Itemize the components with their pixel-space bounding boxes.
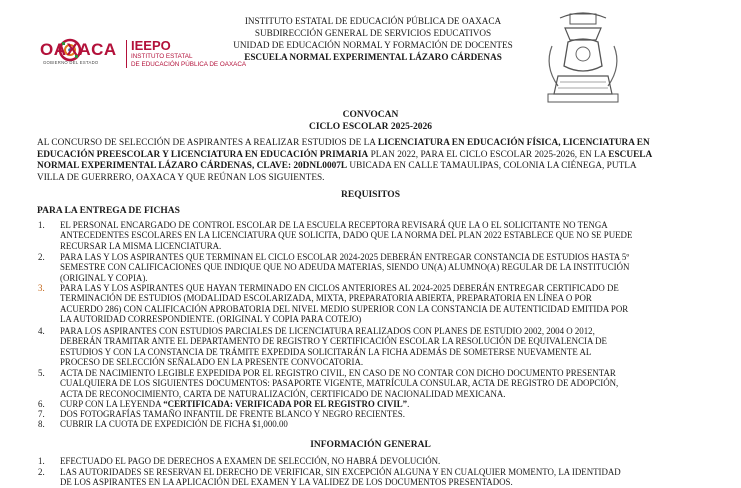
item-line: LA AUTORIDAD CORRESPONDIENTE. (ORIGINAL Y COPIA PARA COTEJO) xyxy=(60,314,362,325)
item-line: DOS FOTOGRAFÍAS TAMAÑO INFANTIL DE FRENTE BLANCO Y NEGRO RECIENTES. xyxy=(60,409,405,419)
item-line: CUBRIR LA CUOTA DE EXPEDICIÓN DE FICHA $1,000.00 xyxy=(60,419,288,429)
item-line: ESTUDIOS Y CON LA CONSTANCIA DE TRÁMITE EXPEDIDA SOLICITARÁN LA FICHA ADEMÁS DE SOMETERSE NUEVAMENTE AL xyxy=(60,346,592,357)
header-line-4: ESCUELA NORMAL EXPERIMENTAL LÁZARO CÁRDENAS xyxy=(244,52,502,62)
item-line: ACTA DE RECONOCIMIENTO, CARTA DE NATURALIZACIÓN, CERTIFICADO DE NACIONALIDAD MEXICANA. xyxy=(60,388,506,399)
item-number: 5. xyxy=(38,368,45,378)
item-line: RECURSAR LA MISMA LICENCIATURA. xyxy=(60,240,222,251)
requisitos-heading: REQUISITOS xyxy=(341,190,400,200)
item-line: PARA LOS ASPIRANTES CON ESTUDIOS PARCIALES DE LICENCIATURA REALIZADOS CON PLANES DE ESTUDIO 2002, 2004 O 2012, xyxy=(60,326,595,336)
oaxaca-logo-text: OAXACA xyxy=(40,40,117,59)
header-line-2: SUBDIRECCIÓN GENERAL DE SERVICIOS EDUCATIVOS xyxy=(254,28,492,38)
item-line: TERMINACIÓN DE ESTUDIOS (MODALIDAD ESCOLARIZADA, MIXTA, PREPARATORIA ABIERTA, PREPARATORIA EN LÍNEA O POR xyxy=(60,293,592,304)
item-line: EFECTUADO EL PAGO DE DERECHOS A EXAMEN DE SELECCIÓN, NO HABRÁ DEVOLUCIÓN. xyxy=(60,456,441,466)
item-line: ANTECEDENTES ESCOLARES EN LA LICENCIATURA QUE SOLICITA, DADO QUE LA NORMA DEL PLAN 2022 ESTABLECE QUE NO SE PUEDE xyxy=(60,230,633,241)
item-number: 4. xyxy=(38,326,45,336)
item-line: DEBERÁN TRAMITAR ANTE EL DEPARTAMENTO DE REGISTRO Y CERTIFICACIÓN ESCOLAR LA RESOLUCIÓN DE EQUIVALENCIA DE xyxy=(60,336,607,347)
item-number: 2. xyxy=(38,252,45,262)
convocan-title: CONVOCAN xyxy=(342,110,399,120)
item-line: CUALQUIERA DE LOS SIGUIENTES DOCUMENTOS: PASAPORTE VIGENTE, MATRÍCULA CONSULAR, ACTA DE REGISTRO DE ADOPCIÓN, xyxy=(60,378,619,389)
intro-line-1: AL CONCURSO DE SELECCIÓN DE ASPIRANTES A REALIZAR ESTUDIOS DE LA LICENCIATURA EN EDUCACIÓN FÍSICA, LICENCIATURA EN xyxy=(37,138,650,148)
item-line: ACTA DE NACIMIENTO LEGIBLE EXPEDIDA POR EL REGISTRO CIVIL, EN CASO DE NO CONTAR CON DICHO DOCUMENTO PRESENTAR xyxy=(60,368,616,378)
item-number: 1. xyxy=(38,220,45,230)
header-line-3: UNIDAD DE EDUCACIÓN NORMAL Y FORMACIÓN DE DOCENTES xyxy=(233,40,513,50)
ieepo-logo-line-1: INSTITUTO ESTATAL xyxy=(131,53,193,60)
school-seal-icon xyxy=(540,6,626,106)
intro-paragraph xyxy=(37,138,713,184)
informacion-general-heading: INFORMACIÓN GENERAL xyxy=(310,440,431,450)
header-line-1: INSTITUTO ESTATAL DE EDUCACIÓN PÚBLICA DE OAXACA xyxy=(244,16,502,26)
item-line: ACUERDO 286) CON CALIFICACIÓN APROBATORIA DEL NIVEL MEDIO SUPERIOR CON LA CONSTANCIA DE AUTENTICIDAD EMITIDA POR xyxy=(60,303,629,314)
logo-divider xyxy=(126,40,127,68)
item-line: (ORIGINAL Y COPIA). xyxy=(60,272,148,283)
item-line: SEMESTRE CON CALIFICACIONES QUE INDIQUE QUE NO ADEUDA MATERIAS, SIENDO UN(A) ALUMNO(A) REGULAR DE LA INSTITUCIÓN xyxy=(60,262,630,273)
intro-line-2: EDUCACIÓN PREESCOLAR Y LICENCIATURA EN EDUCACIÓN PRIMARIA PLAN 2022, PARA EL CICLO ESCOLAR 2025-2026, EN LA ESCUELA xyxy=(37,149,653,160)
item-line: CURP CON LA LEYENDA “CERTIFICADA: VERIFICADA POR EL REGISTRO CIVIL”. xyxy=(60,399,410,409)
item-line: EL PERSONAL ENCARGADO DE CONTROL ESCOLAR DE LA ESCUELA RECEPTORA REVISARÁ QUE LA O EL SOLICITANTE NO TENGA xyxy=(60,220,608,230)
item-number: 2. xyxy=(38,467,45,477)
ieepo-logo-text: IEEPO xyxy=(131,38,171,53)
item-line: DE LOS ASPIRANTES EN LA APLICACIÓN DEL EXAMEN Y LA VALIDEZ DE LOS DOCUMENTOS PRESENTADOS. xyxy=(60,477,513,488)
item-number: 8. xyxy=(38,419,45,429)
item-number: 3. xyxy=(38,283,45,293)
fichas-heading: PARA LA ENTREGA DE FICHAS xyxy=(37,206,180,216)
ciclo-escolar-title: CICLO ESCOLAR 2025-2026 xyxy=(309,122,432,132)
intro-line-4: VILLA DE GUERRERO, OAXACA Y QUE REÚNAN LOS SIGUIENTES. xyxy=(37,172,325,183)
oaxaca-logo-subtitle: GOBIERNO DEL ESTADO xyxy=(43,60,99,65)
item-line: PARA LAS Y LOS ASPIRANTES QUE TERMINAN EL CICLO ESCOLAR 2024-2025 DEBERÁN ENTREGAR CONSTANCIA DE ESTUDIOS HASTA 5º xyxy=(60,252,630,262)
intro-line-3: NORMAL EXPERIMENTAL LÁZARO CÁRDENAS, CLAVE: 20DNL0007L UBICADA EN CALLE TAMAULIPAS, COLONIA LA CIÉNEGA, PUTLA xyxy=(37,161,637,172)
item-line: PARA LAS Y LOS ASPIRANTES QUE HAYAN TERMINADO EN CICLOS ANTERIORES AL 2024-2025 DEBERÁN ENTREGAR CERTIFICADO DE xyxy=(60,283,619,293)
item-number: 1. xyxy=(38,456,45,466)
item-number: 6. xyxy=(38,399,45,409)
ieepo-logo-line-2: DE EDUCACIÓN PÚBLICA DE OAXACA xyxy=(131,61,247,68)
item-line: PROCESO DE SELECCIÓN SEÑALADO EN LA PRESENTE CONVOCATORIA. xyxy=(60,357,364,368)
item-number: 7. xyxy=(38,409,45,419)
item-line: LAS AUTORIDADES SE RESERVAN EL DERECHO DE VERIFICAR, SIN EXCEPCIÓN ALGUNA Y EN CUALQUIER MOMENTO, LA IDENTIDAD xyxy=(60,467,621,477)
